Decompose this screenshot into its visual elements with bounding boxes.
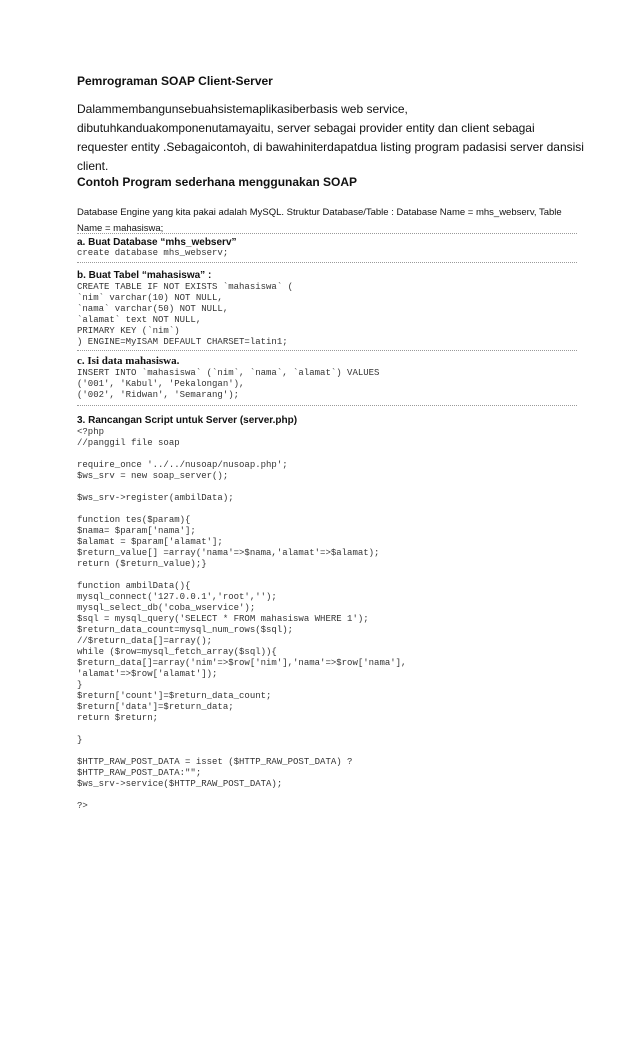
code-line: ('002', 'Ridwan', 'Semarang'); xyxy=(77,390,240,400)
intro-line: Dalammembangunsebuahsistemaplikasiberbasis web service, xyxy=(77,102,408,116)
document-title: Pemrograman SOAP Client-Server xyxy=(77,74,273,88)
section-divider xyxy=(77,233,577,234)
code-line: $return_data[]=array('nim'=>$row['nim'],'nama'=>$row['nama'], xyxy=(77,658,407,668)
section-c-heading: c. Isi data mahasiswa. xyxy=(77,355,180,367)
code-line: $HTTP_RAW_POST_DATA:""; xyxy=(77,768,202,778)
code-line: create database mhs_webserv; xyxy=(77,248,229,258)
section-b-heading: b. Buat Tabel “mahasiswa” : xyxy=(77,270,212,281)
code-line xyxy=(77,724,406,735)
database-note-line: Name = mahasiswa; xyxy=(77,223,164,234)
code-line: $nama= $param['nama']; xyxy=(77,526,196,536)
section-divider xyxy=(77,350,577,351)
code-line: $return_value[] =array('nama'=>$nama,'alamat'=>$alamat); xyxy=(77,548,380,558)
code-line: mysql_connect('127.0.0.1','root',''); xyxy=(77,592,277,602)
database-note-line: Database Engine yang kita pakai adalah MySQL. Struktur Database/Table : Database Name = mhs_webserv, Table xyxy=(77,207,562,218)
code-line: return ($return_value);} xyxy=(77,559,207,569)
code-line: while ($row=mysql_fetch_array($sql)){ xyxy=(77,647,277,657)
section-a-heading: a. Buat Database “mhs_webserv” xyxy=(77,237,237,248)
intro-line: client. xyxy=(77,159,109,173)
code-line: ('001', 'Kabul', 'Pekalongan'), xyxy=(77,379,245,389)
code-line: $sql = mysql_query('SELECT * FROM mahasiswa WHERE 1'); xyxy=(77,614,369,624)
code-line: $return['data']=$return_data; xyxy=(77,702,234,712)
code-line: require_once '../../nusoap/nusoap.php'; xyxy=(77,460,288,470)
code-line: INSERT INTO `mahasiswa` (`nim`, `nama`, `alamat`) VALUES xyxy=(77,368,380,378)
section-divider xyxy=(77,262,577,263)
code-line xyxy=(77,790,406,801)
code-line: return $return; xyxy=(77,713,159,723)
code-line: $HTTP_RAW_POST_DATA = isset ($HTTP_RAW_POST_DATA) ? xyxy=(77,757,353,767)
code-line: $return_data_count=mysql_num_rows($sql); xyxy=(77,625,294,635)
code-line: $ws_srv = new soap_server(); xyxy=(77,471,229,481)
code-line: //$return_data[]=array(); xyxy=(77,636,213,646)
intro-line: dibutuhkanduakomponenutamayaitu, server sebagai provider entity dan client sebagai xyxy=(77,121,535,135)
code-line xyxy=(77,482,406,493)
code-line: $ws_srv->register(ambilData); xyxy=(77,493,234,503)
code-line: mysql_select_db('coba_wservice'); xyxy=(77,603,256,613)
section-3-heading: 3. Rancangan Script untuk Server (server.php) xyxy=(77,415,298,426)
code-line: `nama` varchar(50) NOT NULL, xyxy=(77,304,229,314)
section-c-code xyxy=(77,368,379,401)
code-line: function tes($param){ xyxy=(77,515,191,525)
code-line: $return['count']=$return_data_count; xyxy=(77,691,272,701)
section-a-code xyxy=(77,248,228,259)
code-line: 'alamat'=>$row['alamat']); xyxy=(77,669,218,679)
code-line xyxy=(77,449,406,460)
code-line: //panggil file soap xyxy=(77,438,180,448)
contoh-heading: Contoh Program sederhana menggunakan SOAP xyxy=(77,175,358,189)
code-line: } xyxy=(77,735,83,745)
code-line: } xyxy=(77,680,83,690)
code-line xyxy=(77,570,406,581)
intro-paragraph xyxy=(77,100,584,176)
code-line: <?php xyxy=(77,427,105,437)
code-line: `nim` varchar(10) NOT NULL, xyxy=(77,293,223,303)
intro-line: requester entity .Sebagaicontoh, di bawahiniterdapatdua listing program padasisi server dansisi xyxy=(77,140,584,154)
code-line xyxy=(77,504,406,515)
code-line: $alamat = $param['alamat']; xyxy=(77,537,223,547)
code-line xyxy=(77,746,406,757)
code-line: $ws_srv->service($HTTP_RAW_POST_DATA); xyxy=(77,779,283,789)
section-divider xyxy=(77,405,577,406)
code-line: CREATE TABLE IF NOT EXISTS `mahasiswa` ( xyxy=(77,282,294,292)
code-line: `alamat` text NOT NULL, xyxy=(77,315,202,325)
code-line: PRIMARY KEY (`nim`) xyxy=(77,326,180,336)
code-line: function ambilData(){ xyxy=(77,581,191,591)
section-3-code xyxy=(77,427,406,812)
section-b-code xyxy=(77,282,293,348)
code-line: ?> xyxy=(77,801,88,811)
code-line: ) ENGINE=MyISAM DEFAULT CHARSET=latin1; xyxy=(77,337,288,347)
